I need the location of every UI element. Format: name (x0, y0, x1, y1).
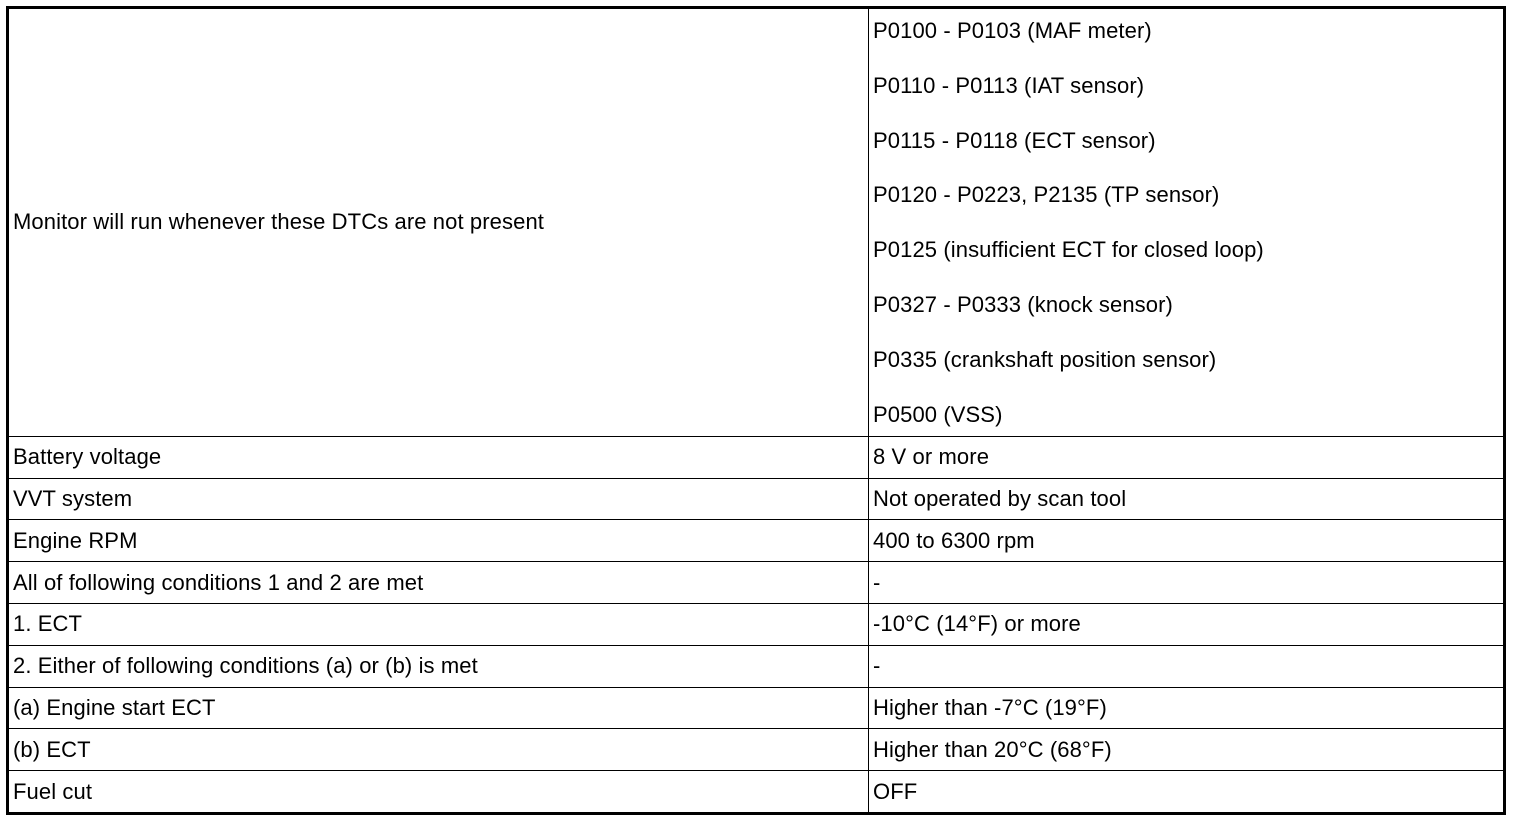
condition-cell: VVT system (9, 478, 869, 520)
value-cell: OFF (869, 771, 1504, 812)
table-row (9, 771, 1503, 812)
value-cell: - (869, 562, 1504, 604)
condition-cell: All of following conditions 1 and 2 are met (9, 562, 869, 604)
conditions-grid (9, 9, 1503, 812)
value-cell: -10°C (14°F) or more (869, 604, 1504, 646)
condition-cell: Engine RPM (9, 520, 869, 562)
condition-cell: Monitor will run whenever these DTCs are not present (9, 9, 869, 436)
dtc-item: P0120 - P0223, P2135 (TP sensor) (873, 182, 1220, 208)
dtc-item: P0115 - P0118 (ECT sensor) (873, 127, 1156, 153)
dtc-item: P0100 - P0103 (MAF meter) (873, 17, 1152, 43)
condition-cell: Battery voltage (9, 436, 869, 478)
value-cell: 400 to 6300 rpm (869, 520, 1504, 562)
dtc-item: P0110 - P0113 (IAT sensor) (873, 72, 1145, 98)
condition-cell: 1. ECT (9, 604, 869, 646)
value-cell: Higher than 20°C (68°F) (869, 729, 1504, 771)
condition-cell: (a) Engine start ECT (9, 687, 869, 729)
table-row (9, 562, 1503, 604)
conditions-table (6, 6, 1506, 815)
dtc-list (873, 14, 1503, 431)
condition-cell: Fuel cut (9, 771, 869, 812)
table-row (9, 687, 1503, 729)
dtc-item: P0125 (insufficient ECT for closed loop) (873, 237, 1264, 263)
table-row (9, 436, 1503, 478)
table-row (9, 604, 1503, 646)
table-row (9, 520, 1503, 562)
condition-cell: (b) ECT (9, 729, 869, 771)
table-row (9, 645, 1503, 687)
dtc-item: P0500 (VSS) (873, 401, 1003, 427)
dtc-item: P0335 (crankshaft position sensor) (873, 347, 1217, 373)
value-cell: Higher than -7°C (19°F) (869, 687, 1504, 729)
value-cell: - (869, 645, 1504, 687)
value-cell: Not operated by scan tool (869, 478, 1504, 520)
table-row (9, 478, 1503, 520)
table-row (9, 9, 1503, 436)
table-row (9, 729, 1503, 771)
condition-cell: 2. Either of following conditions (a) or (b) is met (9, 645, 869, 687)
dtc-item: P0327 - P0333 (knock sensor) (873, 292, 1173, 318)
dtc-list-cell (869, 9, 1504, 436)
value-cell: 8 V or more (869, 436, 1504, 478)
